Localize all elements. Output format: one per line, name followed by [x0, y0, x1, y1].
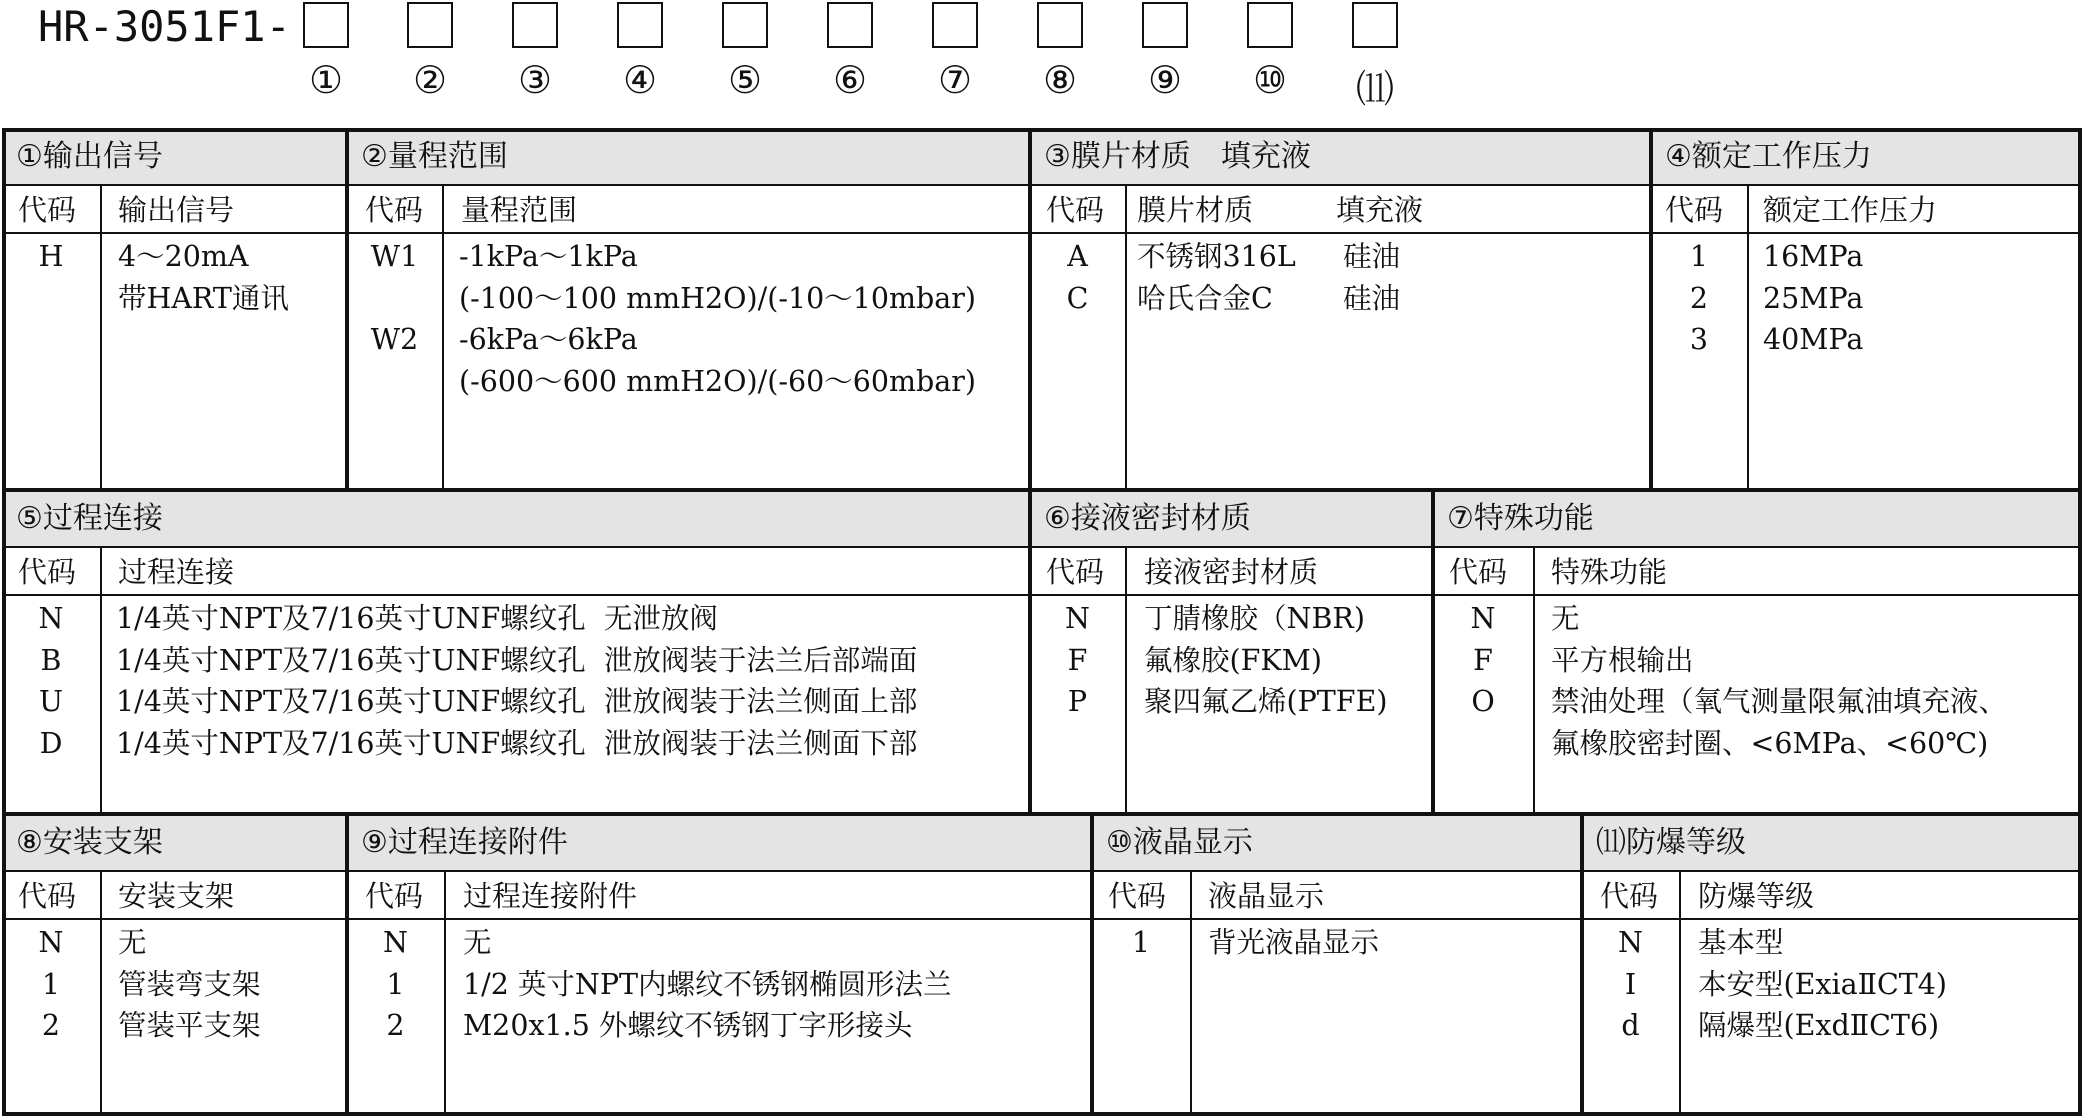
row-code: 2: [1689, 281, 1709, 315]
code-column-divider: [1125, 186, 1127, 490]
table-row: [1030, 640, 1433, 682]
row-code: 3: [1689, 323, 1709, 356]
row-code: H: [38, 240, 64, 273]
header-rule: [1092, 918, 1582, 920]
row-code: 1: [1689, 240, 1709, 273]
table-row: [2, 598, 1030, 640]
section-title: ③膜片材质 填充液: [1030, 128, 1651, 186]
row-list: [347, 922, 1092, 1047]
row-desc: (-600～600 mmH2O)/(-60～60mbar): [459, 364, 977, 398]
row-fill: 硅油: [1343, 240, 1401, 273]
row-desc: -6kPa～6kPa: [459, 323, 638, 356]
row-list: [2, 922, 347, 1047]
row-code: d: [1621, 1009, 1640, 1042]
code-slot: [1037, 2, 1083, 48]
column-divider: [1028, 128, 1032, 814]
col-header-desc: 过程连接附件: [463, 879, 638, 913]
code-slot: [617, 2, 663, 48]
column-divider: [1580, 814, 1584, 1116]
section-explosion-proof: [1582, 814, 2082, 1116]
row-list: [1582, 922, 2082, 1047]
row-code: F: [1473, 643, 1493, 677]
model-code: HR-3051F1-: [38, 2, 291, 51]
model-header: [0, 0, 2085, 125]
row-desc: 1/4英寸NPT及7/16英寸UNF螺纹孔 泄放阀装于法兰侧面上部: [116, 685, 918, 718]
slot-number: ⑨: [1147, 58, 1183, 102]
slot-number: ⑤: [727, 58, 763, 102]
table-row: [1651, 236, 2082, 278]
table-row: [1651, 319, 2082, 361]
col-header-desc: 特殊功能: [1551, 555, 1668, 589]
row-code: B: [40, 643, 62, 677]
code-slot: [1142, 2, 1188, 48]
row-code: 1: [386, 967, 405, 1001]
row-code: W1: [370, 240, 419, 273]
row-code: 2: [41, 1009, 61, 1042]
col-header-desc: 膜片材质: [1137, 193, 1254, 227]
row-desc: 40MPa: [1763, 323, 1864, 356]
header-rule: [347, 232, 1030, 234]
col-header-desc: 过程连接: [118, 555, 235, 589]
section-title: ⑤过程连接: [2, 490, 1030, 548]
table-row: [1433, 723, 2082, 765]
row-desc: 带HART通讯: [118, 281, 289, 315]
row-desc: 管装弯支架: [118, 967, 261, 1001]
section-title: ⑧安装支架: [2, 814, 347, 872]
col-header-code: 代码: [18, 879, 77, 913]
row-code: D: [39, 726, 63, 760]
table-row: [1582, 922, 2082, 964]
row-desc: 无: [463, 926, 492, 959]
row-code: C: [1066, 281, 1089, 315]
col-header-desc: 额定工作压力: [1763, 193, 1938, 227]
section-range: [347, 128, 1030, 490]
col-header-code: 代码: [18, 193, 77, 227]
row-desc: 氟橡胶密封圈、<6MPa、<60℃): [1551, 726, 1989, 760]
section-title: ②量程范围: [347, 128, 1030, 186]
row-code: N: [38, 926, 64, 959]
header-rule: [1651, 232, 2082, 234]
row-desc: 1/2 英寸NPT内螺纹不锈钢椭圆形法兰: [463, 967, 952, 1001]
col-header-code: 代码: [1665, 193, 1724, 227]
row-desc: 背光液晶显示: [1208, 926, 1380, 959]
row-desc: 基本型: [1698, 926, 1784, 959]
code-slot: [407, 2, 453, 48]
row-desc: 哈氏合金C: [1137, 281, 1273, 315]
code-slot: [827, 2, 873, 48]
row-code: O: [1471, 685, 1495, 718]
table-row: [347, 319, 1030, 361]
column-divider: [1649, 128, 1653, 490]
col-header-desc: 接液密封材质: [1144, 555, 1319, 589]
table-row: [2, 964, 347, 1006]
slot-number: ②: [412, 58, 448, 102]
row-desc: 1/4英寸NPT及7/16英寸UNF螺纹孔 泄放阀装于法兰侧面下部: [116, 726, 918, 760]
table-border-bottom: [2, 1112, 2082, 1116]
column-divider: [345, 814, 349, 1116]
row-code: N: [1065, 602, 1090, 635]
section-mounting-bracket: [2, 814, 347, 1116]
selection-table: [2, 128, 2082, 1116]
code-column-divider: [100, 186, 102, 490]
row-code: F: [1067, 643, 1088, 677]
table-row: [2, 640, 1030, 682]
row-desc: 隔爆型(ExdⅡCT6): [1698, 1009, 1940, 1042]
slot-number: ⑧: [1042, 58, 1078, 102]
section-title: ⑦特殊功能: [1433, 490, 2082, 548]
section-process-connection: [2, 490, 1030, 814]
code-slot: [932, 2, 978, 48]
code-slot: [512, 2, 558, 48]
section-connection-accessory: [347, 814, 1092, 1116]
code-slot: [722, 2, 768, 48]
slot-number: ⑩: [1252, 58, 1288, 102]
row-desc: 无: [118, 926, 147, 959]
col-header-desc: 安装支架: [118, 879, 235, 913]
slot-number: ①: [308, 58, 344, 102]
row-desc: 平方根输出: [1551, 643, 1694, 677]
table-row: [1030, 278, 1651, 320]
section-lcd-display: [1092, 814, 1582, 1116]
row-desc: M20x1.5 外螺纹不锈钢丁字形接头: [463, 1009, 913, 1042]
section-title: ⑨过程连接附件: [347, 814, 1092, 872]
row-desc: 1/4英寸NPT及7/16英寸UNF螺纹孔 泄放阀装于法兰后部端面: [116, 643, 918, 677]
section-title: ⑥接液密封材质: [1030, 490, 1433, 548]
col-header-code: 代码: [365, 193, 424, 227]
row-desc: (-100～100 mmH2O)/(-10～10mbar): [459, 281, 977, 315]
section-title: ④额定工作压力: [1651, 128, 2082, 186]
section-title: ⑾防爆等级: [1582, 814, 2082, 872]
section-title: ⑩液晶显示: [1092, 814, 1582, 872]
row-desc: 4～20mA: [118, 240, 249, 273]
table-row: [2, 723, 1030, 765]
row-desc: 1/4英寸NPT及7/16英寸UNF螺纹孔 无泄放阀: [116, 602, 718, 635]
row-list: [1092, 922, 1582, 964]
col-header-code: 代码: [1046, 193, 1105, 227]
row-code: 1: [41, 967, 61, 1001]
table-border-right: [2078, 128, 2082, 1116]
row-code: W2: [370, 323, 419, 356]
slot-number: ③: [517, 58, 553, 102]
header-rule: [2, 918, 347, 920]
table-border-left: [2, 128, 6, 1116]
section-output-signal: [2, 128, 347, 490]
table-row: [1030, 681, 1433, 723]
row-divider: [2, 488, 2082, 492]
row-code: U: [38, 685, 64, 718]
row-desc: 禁油处理（氧气测量限氟油填充液、: [1551, 685, 2008, 718]
row-code: N: [383, 926, 408, 959]
header-rule: [347, 918, 1092, 920]
table-row: [347, 964, 1092, 1006]
col-header-desc: 液晶显示: [1208, 879, 1325, 913]
table-row: [347, 1005, 1092, 1047]
section-rated-pressure: [1651, 128, 2082, 490]
row-code: 1: [1131, 926, 1151, 959]
table-row: [2, 278, 347, 320]
header-rule: [1030, 232, 1651, 234]
row-desc: 25MPa: [1763, 281, 1864, 315]
slot-number: ⑥: [832, 58, 868, 102]
row-code: N: [38, 602, 64, 635]
col-header-desc: 输出信号: [118, 193, 235, 227]
column-divider: [345, 128, 349, 490]
table-row: [1433, 640, 2082, 682]
column-divider: [1431, 490, 1435, 814]
row-desc: 聚四氟乙烯(PTFE): [1144, 685, 1388, 718]
row-list: [2, 236, 347, 319]
row-code: P: [1067, 685, 1088, 718]
section-wetted-seal: [1030, 490, 1433, 814]
col-header-desc: 量程范围: [461, 193, 578, 227]
col-header-code: 代码: [365, 879, 424, 913]
row-desc: 氟橡胶(FKM): [1144, 643, 1322, 677]
header-rule: [1582, 918, 2082, 920]
table-row: [1433, 598, 2082, 640]
table-row: [347, 922, 1092, 964]
table-row: [2, 922, 347, 964]
row-list: [1030, 598, 1433, 723]
row-desc: 不锈钢316L: [1137, 240, 1296, 273]
table-row: [1582, 1005, 2082, 1047]
row-divider: [2, 812, 2082, 816]
col-header-code: 代码: [18, 555, 77, 589]
table-row: [1092, 922, 1582, 964]
table-border-top: [2, 128, 2082, 132]
row-list: [347, 236, 1030, 402]
slot-number: ④: [622, 58, 658, 102]
code-slot: [303, 2, 349, 48]
row-list: [1651, 236, 2082, 361]
row-code: I: [1624, 967, 1637, 1001]
table-row: [2, 236, 347, 278]
row-desc: 本安型(ExiaⅡCT4): [1698, 967, 1948, 1001]
table-row: [1582, 964, 2082, 1006]
header-rule: [1030, 594, 1433, 596]
table-row: [347, 278, 1030, 320]
table-row: [1433, 681, 2082, 723]
code-column-divider: [1190, 872, 1192, 1116]
row-desc: 丁腈橡胶（NBR): [1144, 602, 1365, 635]
code-slot: [1352, 2, 1398, 48]
table-row: [347, 361, 1030, 403]
col-header-fill: 填充液: [1336, 193, 1424, 227]
row-code: 2: [386, 1009, 405, 1042]
section-special-function: [1433, 490, 2082, 814]
column-divider: [1090, 814, 1094, 1116]
header-rule: [2, 232, 347, 234]
section-title: ①输出信号: [2, 128, 347, 186]
row-desc: 管装平支架: [118, 1009, 261, 1042]
col-header-code: 代码: [1449, 555, 1508, 589]
row-fill: 硅油: [1343, 281, 1401, 315]
row-list: [2, 598, 1030, 764]
table-row: [1651, 278, 2082, 320]
row-desc: 无: [1551, 602, 1580, 635]
header-rule: [2, 594, 1030, 596]
row-code: A: [1067, 240, 1088, 273]
row-list: [1030, 236, 1651, 319]
col-header-code: 代码: [1108, 879, 1167, 913]
row-code: N: [1618, 926, 1643, 959]
table-row: [347, 236, 1030, 278]
slot-number: ⑾: [1355, 67, 1394, 111]
table-row: [1030, 598, 1433, 640]
table-row: [2, 681, 1030, 723]
row-desc: 16MPa: [1763, 240, 1864, 273]
table-row: [2, 1005, 347, 1047]
col-header-desc: 防爆等级: [1698, 879, 1815, 913]
row-desc: -1kPa～1kPa: [459, 240, 638, 273]
table-row: [1030, 236, 1651, 278]
col-header-code: 代码: [1046, 555, 1105, 589]
slot-number: ⑦: [937, 58, 973, 102]
code-slot: [1247, 2, 1293, 48]
row-code: N: [1470, 602, 1496, 635]
header-rule: [1433, 594, 2082, 596]
section-diaphragm-fill: [1030, 128, 1651, 490]
row-list: [1433, 598, 2082, 764]
col-header-code: 代码: [1600, 879, 1659, 913]
